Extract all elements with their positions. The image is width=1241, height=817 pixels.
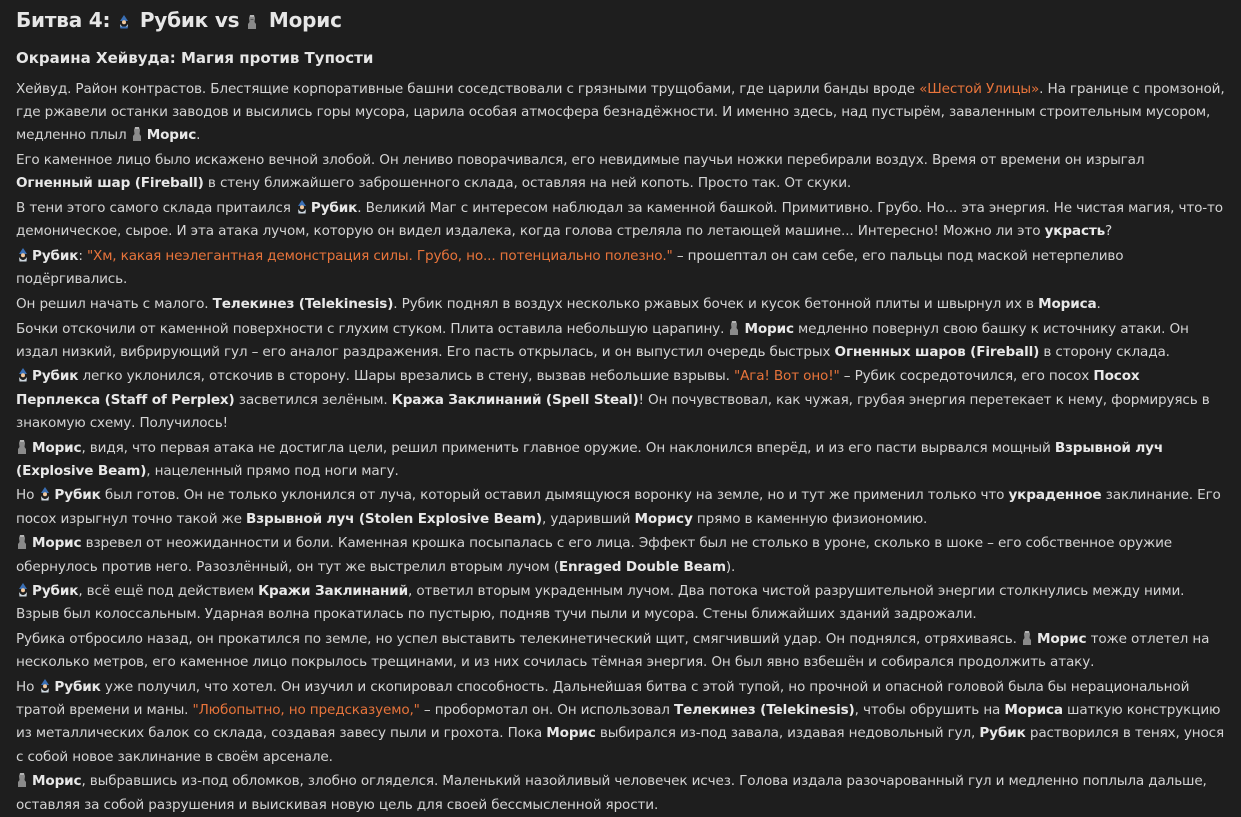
stone-head-icon	[16, 534, 29, 549]
text: . На границе с промзоной, где ржавели останки заводов и высились горы мусора, царила особая атмосфера безнадёжности. И именно здесь, над пустырём, заваленным строительным мусором, медленно плыл	[16, 81, 1225, 144]
title-fighter2: Морис	[268, 8, 342, 32]
stone-head-icon	[131, 126, 144, 141]
emphasis: украденное	[1008, 487, 1102, 504]
character-name: Морис	[1036, 631, 1087, 648]
text: , нацеленный прямо под ноги магу.	[146, 462, 399, 479]
ability-name: Взрывной луч (Stolen Explosive Beam)	[246, 510, 542, 527]
title-fighter1: Рубик	[139, 8, 209, 32]
highlight-quote: «Шестой Улицы»	[919, 81, 1040, 97]
ability-name: Enraged Double Beam	[558, 558, 726, 575]
character-name: Рубик	[32, 368, 79, 385]
text: Рубика отбросило назад, он прокатился по земле, но успел выставить телекинетический щит, смягчивший удар. Он поднялся, отряхиваясь.	[16, 631, 1021, 648]
text: Он решил начать с малого.	[16, 295, 213, 312]
character-name: Рубик	[32, 247, 79, 264]
character-name: Рубик	[979, 725, 1026, 742]
text: легко уклонился, отскочив в сторону. Шары врезались в стену, вызвав небольшие взрывы.	[78, 368, 734, 385]
text: растворился в тенях, унося с собой новое заклинание в своём арсенале.	[16, 725, 1225, 765]
paragraph	[16, 770, 1225, 816]
paragraph	[16, 318, 1225, 364]
character-name: Рубик	[54, 487, 101, 504]
character-name: Рубик	[32, 583, 79, 600]
text: , всё ещё под действием	[78, 583, 259, 600]
text: , выбравшись из-под обломков, злобно огляделся. Маленький назойливый человечек исчез. Голова издала разочарованный гул и медленно поплыла дальше, оставляя за собой разрушения и выискивая новую цель для своей бессмысленной ярости.	[16, 773, 1207, 813]
character-name: Морис	[546, 725, 596, 742]
text: .	[196, 127, 201, 144]
text: тоже отлетел на несколько метров, его каменное лицо покрылось трещинами, и из них сочилась тёмная энергия. Он был явно взбешён и собирался продолжить атаку.	[16, 631, 1210, 671]
paragraph	[16, 532, 1225, 578]
text: , ударивший	[542, 510, 635, 527]
text: :	[78, 247, 87, 264]
paragraph	[16, 365, 1225, 435]
text: Бочки отскочили от каменной поверхности с глухим стуком. Плита оставила небольшую царапину.	[16, 320, 729, 337]
title-prefix: Битва 4:	[16, 8, 111, 32]
ability-name: Телекинез (Telekinesis)	[212, 295, 394, 312]
text: В тени этого самого склада притаился	[16, 200, 295, 217]
character-name: Морис	[146, 127, 197, 144]
paragraph	[16, 78, 1225, 148]
character-name: Морис	[32, 535, 82, 552]
paragraph	[16, 149, 1225, 195]
emphasis: украсть	[1044, 223, 1106, 240]
mage-icon	[16, 582, 29, 597]
paragraph	[16, 437, 1225, 483]
text: засветился зелёным.	[234, 391, 392, 408]
highlight-quote: "Хм, какая неэлегантная демонстрация силы. Грубо, но... потенциально полезно."	[86, 247, 673, 264]
text: , ответил вторым украденным лучом. Два потока чистой разрушительной энергии столкнулись между ними. Взрыв был колоссальным. Ударная волна прокатилась по пустырю, подняв тучи пыли и мусора. Стены ближайших зданий задрожали.	[16, 583, 1185, 623]
stone-head-icon	[728, 320, 741, 335]
text: – пробормотал он. Он использовал	[419, 702, 674, 719]
text: Но	[16, 679, 39, 696]
ability-name: Кража Заклинаний (Spell Steal)	[391, 391, 639, 408]
text: ! Он почувствовал, как чужая, грубая энергия перетекает к нему, формируясь в знакомую схему. Получилось!	[16, 391, 1210, 431]
text: взревел от неожиданности и боли. Каменная крошка посыпалась с его лица. Эффект был не столько в уроне, сколько в шоке – его собственное оружие обернулось против него. Разозлённый, он тут же выстрелил вторым лучом (	[16, 535, 1172, 575]
paragraph	[16, 676, 1225, 769]
text: ?	[1105, 223, 1113, 240]
page-subtitle: Окраина Хейвуда: Магия против Тупости	[16, 49, 374, 67]
text: Хейвуд. Район контрастов. Блестящие корпоративные башни соседствовали с грязными трущобами, где царили банды вроде	[16, 81, 920, 97]
text: .	[1096, 295, 1101, 312]
text: ).	[725, 558, 736, 575]
ability-name: Взрывной луч (Explosive Beam)	[16, 439, 1164, 479]
character-name: Рубик	[54, 679, 101, 696]
character-name: Морису	[634, 510, 693, 527]
mage-icon	[16, 247, 29, 262]
character-name: Морис	[744, 320, 794, 337]
paragraph	[16, 245, 1225, 291]
ability-name: Огненных шаров (Fireball)	[834, 343, 1040, 360]
item-name: Посох Перплекса (Staff of Perplex)	[16, 368, 1140, 408]
paragraph	[16, 628, 1225, 674]
text: Но	[16, 487, 39, 504]
text: шаткую конструкцию из металлических балок со склада, создавая завесу пыли и грохота. Пока	[16, 702, 1221, 742]
highlight-quote: "Любопытно, но предсказуемо,"	[192, 702, 420, 719]
stone-head-icon	[246, 14, 259, 29]
mage-icon	[117, 14, 130, 29]
paragraph	[16, 197, 1225, 243]
text: в сторону склада.	[1039, 343, 1170, 360]
page-title	[16, 6, 1225, 34]
ability-name: Огненный шар (Fireball)	[16, 175, 204, 192]
text: прямо в каменную физиономию.	[692, 510, 928, 527]
text: был готов. Он не только уклонился от луча, который оставил дымящуюся воронку на земле, но и тут же применил только что	[100, 487, 1009, 504]
text: , видя, что первая атака не достигла цели, решил применить главное оружие. Он наклонился вперёд, и из его пасти вырвался мощный	[81, 439, 1055, 456]
text: выбирался из-под завала, издавая недовольный гул,	[595, 725, 980, 742]
mage-icon	[16, 367, 29, 382]
text: медленно повернул свою башку к источнику атаки. Он издал низкий, вибрирующий гул – его аналог раздражения. Его пасть открылась, и он выпустил очередь быстрых	[16, 320, 1189, 360]
text: . Рубик поднял в воздух несколько ржавых бочек и кусок бетонной плиты и швырнул их в	[393, 295, 1039, 312]
text: Его каменное лицо было искажено вечной злобой. Он лениво поворачивался, его невидимые паучьи ножки перебирали воздух. Время от времени он изрыгал	[16, 152, 1145, 169]
stone-head-icon	[16, 439, 29, 454]
character-name: Мориса	[1004, 702, 1063, 719]
title-vs: vs	[214, 8, 240, 32]
text: уже получил, что хотел. Он изучил и скопировал способность. Дальнейшая битва с этой тупой, но прочной и опасной головой была бы нерациональной тратой времени и маны.	[16, 679, 1190, 719]
mage-icon	[38, 678, 51, 693]
mage-icon	[38, 486, 51, 501]
ability-name: Телекинез (Telekinesis)	[673, 702, 855, 719]
text: , чтобы обрушить на	[854, 702, 1005, 719]
text: – прошептал он сам себе, его пальцы под маской нетерпеливо подёргивались.	[16, 247, 1124, 288]
mage-icon	[295, 199, 308, 214]
character-name: Морис	[32, 773, 82, 790]
paragraph	[16, 293, 1225, 316]
text: – Рубик сосредоточился, его посох	[839, 368, 1094, 385]
paragraph	[16, 580, 1225, 626]
stone-head-icon	[1021, 630, 1034, 645]
paragraph	[16, 484, 1225, 530]
character-name: Мориса	[1038, 295, 1097, 312]
highlight-quote: "Ага! Вот оно!"	[733, 368, 840, 385]
character-name: Рубик	[310, 200, 358, 217]
character-name: Морис	[32, 439, 82, 456]
text: . Великий Маг с интересом наблюдал за каменной башкой. Примитивно. Грубо. Но... эта энергия. Не чистая магия, что-то демоническое, сырое. И эта атака лучом, которую он видел издалека, когда голова стреляла по летающей машине... Интересно! Можно ли это	[16, 200, 1223, 240]
text: в стену ближайшего заброшенного склада, оставляя на ней копоть. Просто так. От скуки.	[203, 175, 852, 192]
text: заклинание. Его посох изрыгнул точно такой же	[16, 487, 1221, 527]
ability-name: Кражи Заклинаний	[258, 583, 409, 600]
